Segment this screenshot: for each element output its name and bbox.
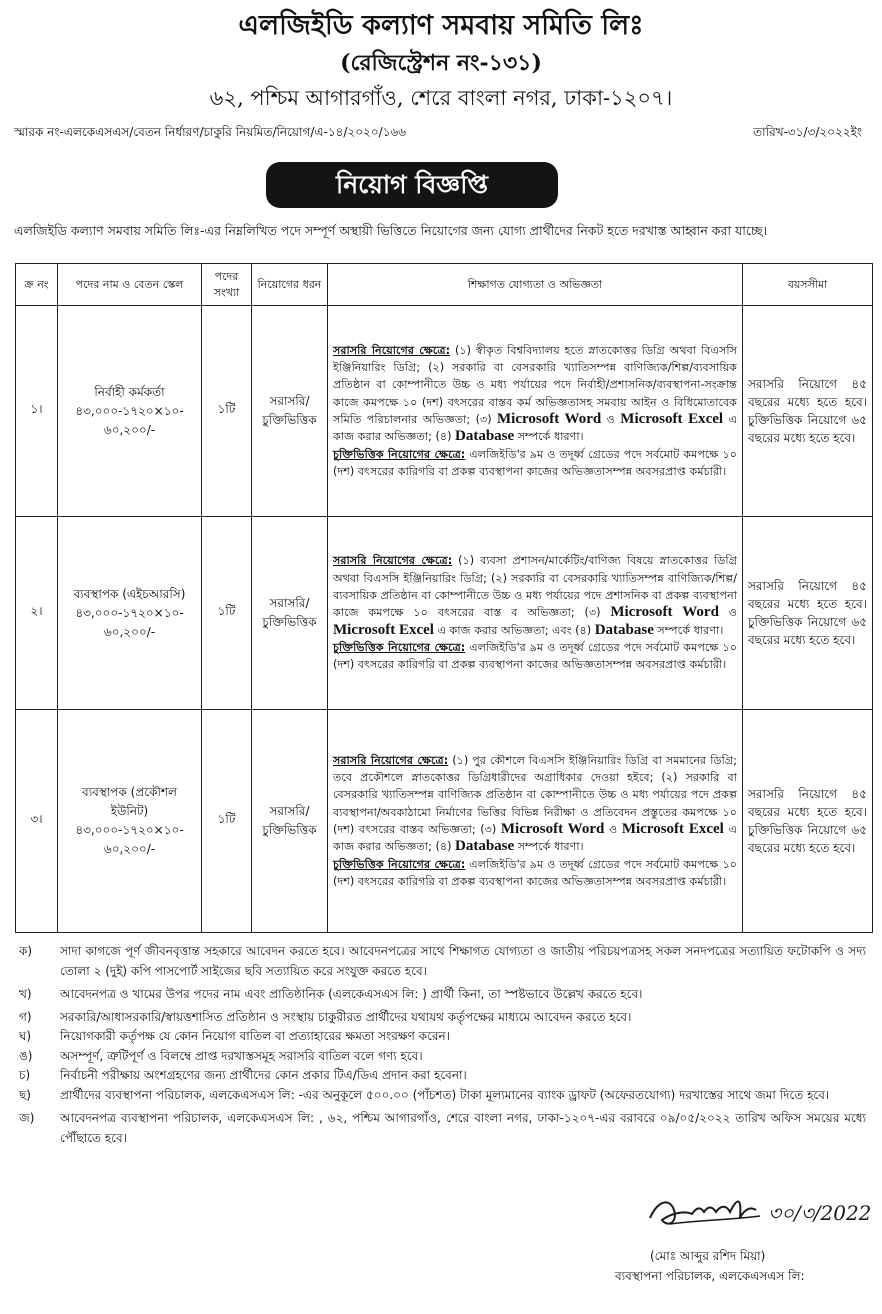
- row-age: সরাসরি নিয়োগে ৪৫ বছরের মধ্যে হতে হবে। চুক্তিভিত্তিক নিয়োগে ৬৫ বছরের মধ্যে হতে হবে।: [743, 306, 873, 517]
- post-name: নির্বাহী কর্মকর্তা: [94, 384, 165, 399]
- qual-en: Microsoft Word: [500, 821, 605, 837]
- row-sl: ১।: [16, 306, 58, 517]
- type-line-2: চুক্তিভিত্তিক: [262, 413, 317, 427]
- table-row: [16, 710, 873, 933]
- list-item: [15, 942, 872, 981]
- qual-text: সম্পর্কে ধারণা।: [653, 623, 724, 637]
- qual-text: ও: [601, 413, 621, 426]
- pay-scale-end: ৬০,২০০/-: [103, 422, 156, 437]
- item-label: ক): [19, 944, 33, 958]
- post-name: ব্যবস্থাপক (এইচআরসি): [73, 586, 186, 601]
- list-item: [15, 1047, 872, 1067]
- contract-text: এলজিইডি'র ৯ম ও তদূর্ধ্ব গ্রেডের পদে সর্বমোট কমপক্ষে ১০ (দশ) বৎসরের কারিগরি বা প্রকল্প ব্যবস্থাপনা কাজের অভিজ্ঞতাসম্পন্ন অবসরপ্রাপ্ত কর্মচারী।: [333, 857, 737, 888]
- item-text: প্রার্থীদের ব্যবস্থাপনা পরিচালক, এলকেএসএস লি: -এর অনুকূলে ৫০০.০০ (পাঁচশত) টাকা মূল্যমানের ব্যাংক ড্রাফট (অফেরতযোগ্য) দরখাস্তের সাথে জমা দিতে হবে।: [60, 1087, 830, 1102]
- item-label: ছ): [19, 1087, 31, 1102]
- header-age: বয়সসীমা: [743, 264, 873, 306]
- item-label: চ): [19, 1068, 31, 1082]
- row-qualification: [328, 710, 743, 933]
- row-count: ১টি: [202, 710, 252, 933]
- direct-label: সরাসরি নিয়োগের ক্ষেত্রে:: [333, 343, 451, 357]
- signature-image: [640, 1180, 880, 1240]
- qual-text: (১) স্বীকৃত বিশ্ববিদ্যালয় হতে স্নাতকোত্তর ডিগ্রি অথবা বিএসসি ইঞ্জিনিয়ারিং ডিগ্রি; (২) সরকারি বা বেসরকারি খ্যাতিসম্পন্ন বাণিজ্যিক/শিল্প/ব্যবসায়িক প্রতিষ্ঠান বা কোম্পানীতে উচ্চ ও মধ্য পর্যায়ের পদে নির্বাহী/প্রশাসনিক/ব্যবস্থাপনা-সংক্রান্ত কাজে কমপক্ষে ১০ (দশ) বৎসরের বাস্তব কর্ম অভিজ্ঞতাসহ সমবায় আইন ও বিধিমোতাবেক সমিতি পরিচালনার অভিজ্ঞতা; (৩): [333, 343, 737, 426]
- row-post: [58, 517, 202, 710]
- item-text: নিয়োগকারী কর্তৃপক্ষ যে কোন নিয়োগ বাতিল বা প্রত্যাহারের ক্ষমতা সংরক্ষণ করেন।: [60, 1029, 450, 1043]
- item-label: ঘ): [19, 1029, 32, 1043]
- list-item: [15, 1066, 872, 1086]
- row-count: ১টি: [202, 306, 252, 517]
- type-line-2: চুক্তিভিত্তিক: [262, 615, 317, 629]
- row-sl: ২।: [16, 517, 58, 710]
- list-item: [15, 1008, 872, 1028]
- pay-scale-end: ৬০,২০০/-: [103, 624, 156, 639]
- qual-text: ও: [604, 823, 622, 836]
- post-name: ব্যবস্থাপক (প্রকৌশল ইউনিট): [82, 785, 177, 818]
- item-text: সাদা কাগজে পূর্ণ জীবনবৃত্তান্ত সহকারে আবেদন করতে হবে। আবেদনপত্রের সাথে শিক্ষাগত যোগ্যতা ও জাতীয় পরিচয়পত্রসহ সকল সনদপত্রের সত্যায়িত ফটোকপি ও সদ্য তোলা ২ (দুই) কপি পাসপোর্ট সাইজের ছবি সত্যায়িত করে সংযুক্ত করতে হবে।: [60, 944, 866, 978]
- qual-en: Database: [455, 838, 515, 855]
- qual-text: সম্পর্কে ধারণা।: [514, 430, 584, 444]
- pay-scale-end: ৬০,২০০/-: [103, 842, 156, 856]
- notice-title: নিয়োগ বিজ্ঞপ্তি: [266, 162, 558, 208]
- qual-en: Microsoft Word: [497, 411, 602, 427]
- qual-text: (১) ব্যবসা প্রশাসন/মার্কেটিং/বাণিজ্য বিষয়ে স্নাতকোত্তর ডিগ্রি অথবা বিএসসি ইঞ্জিনিয়ারিং ডিগ্রি; (২) সরকারি বা বেসরকারি খ্যাতিসম্পন্ন বাণিজ্যিক/শিল্প/ব্যবসায়িক প্রতিষ্ঠান বা কোম্পানীতে উচ্চ ও মধ্য পর্যায়ের পদে প্রশাসনিক বা প্রকল্প ব্যবস্থাপনা কাজে কমপক্ষে ১০ বৎসরের বাস্ত ব অভিজ্ঞতা; (৩): [333, 554, 738, 620]
- item-label: খ): [19, 987, 32, 1001]
- qual-text: সম্পর্কে ধারণা।: [514, 840, 584, 854]
- row-count: ১টি: [202, 517, 252, 710]
- contract-label: চুক্তিভিত্তিক নিয়োগের ক্ষেত্রে:: [333, 447, 466, 461]
- header-sl: ক্র নং: [16, 264, 58, 306]
- row-post: [58, 710, 202, 933]
- memo-number: স্মারক নং-এলকেএসএস/বেতন নির্ধারণ/চাকুরি নিয়মিত/নিয়োগ/এ-১৪/২০২০/১৬৬: [14, 125, 407, 139]
- item-text: অসম্পূর্ণ, ত্রুটিপূর্ণ ও বিলম্বে প্রাপ্ত দরখাস্তসমূহ সরাসরি বাতিল বলে গণ্য হবে।: [60, 1048, 423, 1063]
- conditions-list: [15, 942, 872, 1148]
- pay-scale: ৪৩,০০০-১৭২০×১০-: [75, 823, 184, 837]
- direct-label: সরাসরি নিয়োগের ক্ষেত্রে:: [333, 753, 449, 767]
- item-label: ঙ): [19, 1048, 33, 1063]
- row-age: সরাসরি নিয়োগে ৪৫ বছরের মধ্যে হতে হবে। চুক্তিভিত্তিক নিয়োগে ৬৫ বছরের মধ্যে হতে হবে।: [743, 710, 873, 933]
- table-row: [16, 306, 873, 517]
- list-item: [15, 1027, 872, 1047]
- pay-scale: ৪৩,০০০-১৭২০×১০-: [75, 605, 184, 620]
- qual-text: এ কাজ করার অভিজ্ঞতা; (৪): [333, 823, 737, 854]
- org-address: ৬২, পশ্চিম আগারগাঁও, শেরে বাংলা নগর, ঢাকা-১২০৭।: [209, 86, 673, 110]
- signature-underline: [670, 1216, 760, 1224]
- item-text: সরকারি/আধাসরকারি/স্বায়ত্তশাসিত প্রতিষ্ঠান ও সংস্থায় চাকুরীরত প্রার্থীদের যথাযথ কর্তৃপক্ষের মাধ্যমে আবেদন করতে হবে।: [60, 1009, 632, 1024]
- qual-text: এ কাজ করার অভিজ্ঞতা; (৪): [333, 413, 737, 444]
- header-post: পদের নাম ও বেতন স্কেল: [58, 264, 202, 306]
- row-qualification: [328, 306, 743, 517]
- signature-date: ৩০/৩/2022: [768, 1201, 872, 1225]
- row-post: [58, 306, 202, 517]
- contract-label: চুক্তিভিত্তিক নিয়োগের ক্ষেত্রে:: [333, 640, 466, 654]
- row-qualification: [328, 517, 743, 710]
- contract-text: এলজিইডি'র ৯ম ও তদূর্ধ্ব গ্রেডের পদে সর্বমোট কমপক্ষে ১০ (দশ) বৎসরের কারিগরি বা প্রকল্প ব্যবস্থাপনা কাজের অভিজ্ঞতাসম্পন্ন অবসরপ্রাপ্ত কর্মচারী।: [333, 640, 737, 672]
- type-line-2: চুক্তিভিত্তিক: [262, 823, 317, 837]
- item-label: জ): [19, 1111, 35, 1125]
- header-type: নিয়োগের ধরন: [252, 264, 328, 306]
- qual-en: Database: [455, 428, 515, 445]
- registration-number: (রেজিস্ট্রেশন নং-১৩১): [340, 50, 542, 76]
- row-type: [252, 306, 328, 517]
- list-item: [15, 1086, 872, 1106]
- list-item: [15, 1109, 872, 1148]
- contract-label: চুক্তিভিত্তিক নিয়োগের ক্ষেত্রে:: [333, 857, 466, 871]
- row-age: সরাসরি নিয়োগে ৪৫ বছরের মধ্যে হতে হবে। চুক্তিভিত্তিক নিয়োগে ৬৫ বছরের মধ্যে হতে হবে।: [743, 517, 873, 710]
- table-header-row: [16, 264, 873, 306]
- pay-scale: ৪৩,০০০-১৭২০×১০-: [75, 403, 184, 418]
- item-text: আবেদনপত্র ব্যবস্থাপনা পরিচালক, এলকেএসএস লি: , ৬২, পশ্চিম আগারগাঁও, শেরে বাংলা নগর, ঢাকা-১২০৭-এর বরাবরে ০৯/০৫/২০২২ তারিখ অফিস সময়ের মধ্যে পৌঁছাতে হবে।: [60, 1111, 866, 1145]
- job-table: [15, 263, 873, 933]
- type-line-1: সরাসরি/: [269, 804, 310, 818]
- row-sl: ৩।: [16, 710, 58, 933]
- qual-en: Microsoft Word: [610, 604, 719, 621]
- type-line-1: সরাসরি/: [269, 596, 310, 610]
- list-item: [15, 985, 872, 1005]
- notice-date: তারিখ-৩১/৩/২০২২ইং: [753, 125, 862, 139]
- item-label: গ): [19, 1009, 32, 1024]
- signatory-designation: ব্যবস্থাপনা পরিচালক, এলকেএসএস লি:: [615, 1269, 805, 1283]
- qual-en: Microsoft Excel: [621, 821, 724, 837]
- item-text: নির্বাচনী পরীক্ষায় অংশগ্রহণের জন্য প্রার্থীদের কোন প্রকার টিএ/ডিএ প্রদান করা হবেনা।: [60, 1068, 467, 1082]
- row-type: [252, 517, 328, 710]
- intro-paragraph: এলজিইডি কল্যাণ সমবায় সমিতি লিঃ-এর নিম্নলিখিত পদে সম্পূর্ণ অস্থায়ী ভিত্তিতে নিয়োগের জন্য যোগ্য প্রার্থীদের নিকট হতে দরখাস্ত আহ্বান করা যাচ্ছে।: [14, 223, 768, 238]
- row-type: [252, 710, 328, 933]
- org-name: এলজিইডি কল্যাণ সমবায় সমিতি লিঃ: [238, 10, 644, 41]
- item-text: আবেদনপত্র ও খামের উপর পদের নাম এবং প্রাতিষ্ঠানিক (এলকেএসএস লি: ) প্রার্থী কিনা, তা স্পষ্টভাবে উল্লেখ করতে হবে।: [60, 987, 643, 1001]
- qual-text: (১) পুর কৌশলে বিএসসি ইঞ্জিনিয়ারিং ডিগ্রি বা সমমানের ডিগ্রি; তবে প্রকৌশলে স্নাতকোত্তর ডিগ্রিধারীদের অগ্রাধিকার দেওয়া হইবে; (২) সরকারি বা বেসরকারি খ্যাতিসম্পন্ন বাণিজ্যিক প্রতিষ্ঠান বা কোম্পানীতে উচ্চ ও মধ্য পর্যায়ের পদে প্রকল্প ব্যবস্থাপনা/অবকাঠামো নির্মাণের ভিত্তির বিভিন্ন নিরীক্ষা ও প্রতিবেদন প্রস্তুতের কমপক্ষে ১০ (দশ) বৎসরের বাস্তব অভিজ্ঞতা; (৩): [333, 753, 737, 836]
- qual-text: ও: [718, 606, 737, 620]
- header-qualification: শিক্ষাগত যোগ্যতা ও অভিজ্ঞতা: [328, 264, 743, 306]
- direct-label: সরাসরি নিয়োগের ক্ষেত্রে:: [333, 554, 453, 568]
- qual-en: Database: [594, 621, 654, 638]
- qual-text: এ কাজ করার অভিজ্ঞতা; এবং (৪): [433, 623, 595, 637]
- table-row: [16, 517, 873, 710]
- signatory-name: (মোঃ আব্দুর রশিদ মিয়া): [650, 1249, 766, 1263]
- contract-text: এলজিইডি'র ৯ম ও তদূর্ধ্ব গ্রেডের পদে সর্বমোট কমপক্ষে ১০ (দশ) বৎসরের কারিগরি বা প্রকল্প ব্যবস্থাপনা কাজের অভিজ্ঞতাসম্পন্ন অবসরপ্রাপ্ত কর্মচারী।: [333, 447, 737, 478]
- qual-en: Microsoft Excel: [333, 621, 434, 638]
- qual-en: Microsoft Excel: [620, 411, 724, 427]
- header-count: পদের সংখ্যা: [202, 264, 252, 306]
- type-line-1: সরাসরি/: [269, 394, 310, 408]
